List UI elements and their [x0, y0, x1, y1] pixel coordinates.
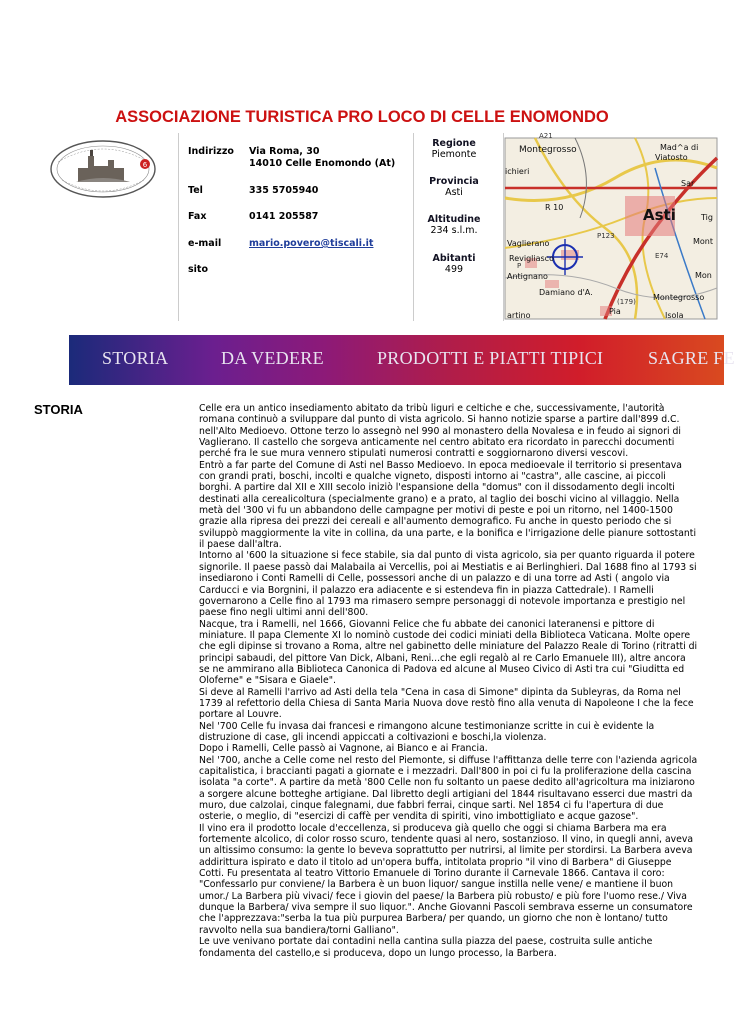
storia-text — [199, 403, 699, 959]
menu-item-storia[interactable]: STORIA — [102, 348, 169, 368]
map-label: Tig — [701, 213, 713, 222]
website-label: sito — [188, 264, 208, 275]
storia-paragraph: Il vino era il prodotto locale d'eccellenza, si produceva già quello che oggi si chiama Barbera ma era fortemente alcolico, di color rosso scuro, tendente quasi al nero, sostanzioso. Il vino, in quegli anni, aveva un altissimo consumo: la gente lo beveva soprattutto per nutrirsi, al limite per stordirsi. La Barbera aveva addirittura ispirato e dato il titolo ad un'opera buffa, intitolata proprio "il vino di Barbera" di Giuseppe Cotti. Fu presentata al teatro Vittorio Emanuele di Torino durante il Carnevale 1866. Cantava il coro: "Confessarlo pur conviene/ la Barbera è un buon liquor/ sangue instilla nelle vene/ e mantiene il buon umor./ La Barbera più vivaci/ fece i giovin del paese/ la Barbera più robusto/ e più fore l'uomo rese./ Viva dunque la Barbera/ viva sempre il suo liquor.". Anche Giovanni Pascoli sembrava esserne un consumatore che l'apprezzava:"serba la tua più purpurea Barbera/ per quando, un giorno che non è lontano/ tutto ravvolto nella sua bandiera/torni Galliano". — [199, 822, 694, 936]
map-label: Viatosto — [655, 153, 688, 162]
tel-label: Tel — [188, 185, 203, 196]
map-label: Mont — [693, 237, 714, 246]
map-label: Asti — [643, 206, 676, 224]
pro-loco-logo — [48, 138, 158, 200]
email-label: e-mail — [188, 238, 222, 249]
map-label: Montegrosso — [519, 145, 577, 155]
menu-item-prodotti-e-piatti-tipici[interactable]: PRODOTTI E PIATTI TIPICI — [377, 348, 604, 368]
province-value: Asti — [445, 187, 463, 198]
map-label: Mon — [695, 271, 712, 280]
address-label: Indirizzo — [188, 146, 234, 157]
map-label: Damiano d'A. — [539, 288, 593, 297]
map-label: Vaglierano — [507, 239, 550, 248]
map-label: Mad^a di — [660, 143, 699, 152]
storia-paragraph: Celle era un antico insediamento abitato da tribù liguri e celtiche e che, successivamente, l'autorità romana continuò a sviluppare dal punto di vista agricolo. Si hanno notizie sparse a partire dall'899 d.C. nell'Alto Medioevo. Ottone terzo lo assegnò nel 990 al monastero della Novalesa e in feudo ai signori di Vaglierano. Il castello che sorgeva anticamente nel centro abitato era ricordato in parecchi documenti perché fra le sue mura vennero stipulati numerosi contratti e soggiornarono diversi vescovi. — [199, 403, 681, 460]
population-value: 499 — [444, 264, 464, 275]
map-label: Antignano — [507, 272, 548, 281]
province-label: Provincia — [429, 176, 479, 187]
road-label: (179) — [617, 298, 636, 306]
storia-paragraph: Si deve al Ramelli l'arrivo ad Asti della tela "Cena in casa di Simone" dipinta da Subleyras, da Roma nel 1739 al refettorio della Chiesa di Santa Maria Nuova dove restò fino alla venuta di Napoleone I che la fece portare al Louvre. — [199, 686, 694, 721]
storia-paragraph: Nel '700, anche a Celle come nel resto del Piemonte, si diffuse l'affittanza delle terre con l'azienda agricola capitalistica, i braccianti pagati a giornate e i mezzadri. Dall'800 in poi ci fu la proliferazione della cascina isolata "a corte". A partire da metà '800 Celle non fu soltanto un paese dedito all'agricoltura ma iniziarono a sorgere alcune botteghe artigiane. Dal libretto degli artigiani del 1844 risultavano esserci due mastri da muro, due calzolai, cinque falegnami, due fabbri ferrai, cinque sarti. Nel 1854 ci fu l'apertura di due osterie, o meglio, di "esercizi di caffè per vendita di spiriti, vino imbottigliato e acque gazose". — [199, 754, 698, 823]
road-label: A21 — [539, 132, 553, 140]
menu-item-da-vedere[interactable]: DA VEDERE — [221, 348, 324, 368]
email-link[interactable]: mario.povero@tiscali.it — [249, 238, 374, 249]
road-label: P — [517, 262, 522, 270]
address-line2: 14010 Celle Enomondo (At) — [249, 158, 396, 169]
population-label: Abitanti — [432, 253, 476, 264]
fax-label: Fax — [188, 211, 207, 222]
location-map — [505, 132, 717, 320]
storia-paragraph: Le uve venivano portate dai contadini nella cantina sulla piazza del paese, costruita sulle antiche fondamenta del castello,e si produceva, dopo un lungo processo, la Barbera. — [199, 936, 653, 959]
map-label: Sar — [681, 179, 695, 188]
storia-paragraph: Nel '700 Celle fu invasa dai francesi e rimangono alcune testimonianze scritte in cui è evidente la distruzione di case, gli incendi appiccati a coltivazioni e boschi,la violenza. — [199, 720, 655, 743]
road-label: E74 — [655, 252, 669, 260]
divider — [178, 133, 179, 321]
page-title: ASSOCIAZIONE TURISTICA PRO LOCO DI CELLE ENOMONDO — [115, 108, 609, 126]
road-label: P123 — [597, 232, 615, 240]
map-label: Revigliasco — [509, 254, 554, 263]
fax-value: 0141 205587 — [249, 211, 319, 222]
map-label: ichieri — [505, 167, 530, 176]
altitude-label: Altitudine — [427, 214, 481, 225]
tel-value: 335 5705940 — [249, 185, 319, 196]
map-label: R 10 — [545, 203, 564, 212]
divider — [503, 133, 504, 321]
storia-paragraph: Nacque, tra i Ramelli, nel 1666, Giovanni Felice che fu abbate dei canonici lateranensi e pittore di miniature. Il papa Clemente XI lo nominò custode dei codici miniati della Biblioteca Vaticana. Molte opere che egli dipinse si trovano a Roma, altre nel gabinetto delle miniature del Palazzo Reale di Torino (ritratti di principi sabaudi, del pittore Van Dick, Albani, Reni...che egli regalò al re Carlo Emanuele III), altre ancora se ne ammirano alla Biblioteca Canonica di Padova ed alcune al Museo Civico di Asti tra cui "Giuditta ed Oloferne" e "Sisara e Giaele". — [199, 618, 698, 687]
menu-bar — [69, 335, 735, 385]
menu-item-sagre[interactable]: SAGRE FE — [648, 348, 735, 368]
svg-text:6: 6 — [142, 161, 148, 169]
storia-paragraph: Dopo i Ramelli, Celle passò ai Vagnone, ai Bianco e ai Francia. — [199, 743, 488, 755]
map-label: Isola — [665, 311, 684, 320]
map-label: Pia — [609, 307, 621, 316]
region-label: Regione — [432, 138, 476, 149]
map-label: artino — [507, 311, 531, 320]
altitude-value: 234 s.l.m. — [430, 225, 478, 236]
map-label: Montegrosso — [653, 293, 705, 302]
section-heading-storia: STORIA — [34, 402, 83, 417]
storia-paragraph: Entrò a far parte del Comune di Asti nel Basso Medioevo. In epoca medioevale il territorio si presentava con grandi prati, boschi, incolti e qualche vigneto, disposti intorno ai "castra", alle cascine, ai piccoli borghi. A partire dal XII e XIII secolo iniziò l'espansione della "domus" con il dissodamento degli incolti destinati alla cerealicoltura (specialmente grano) e a prato, al taglio dei boschi vicino al villaggio. Nella metà del '300 vi fu un abbandono delle campagne per motivi di peste e poi un ritorno, nel 1400-1500 grazie alla ripresa dei prezzi dei cereali e all'aumento demografico. Fu anche in questo periodo che si sviluppò maggiormente la vite in collina, da una parte, e la bonifica e l'irrigazione delle pianure sottostanti il paese dall'altra. — [199, 459, 697, 551]
region-value: Piemonte — [431, 149, 477, 160]
storia-paragraph: Intorno al '600 la situazione si fece stabile, sia dal punto di vista agricolo, sia per quanto riguarda il potere signorile. Il paese passò dai Malabaila ai Vercellis, poi ai Mestiatis e ai Berlinghieri. Dal 1688 fino al 1793 si insediarono i Conti Ramelli di Celle, possessori anche di un palazzo e di una torre ad Asti ( angolo via Carducci e via Borgnini, il palazzo era adiacente e si estendeva fin in piazza Cattedrale). I Ramelli governarono a Celle fino al 1793 ma rimasero sempre personaggi di notevole importanza e prestigio nel paese fino negli ultimi anni dell'800. — [199, 550, 697, 619]
address-line1: Via Roma, 30 — [249, 146, 320, 157]
